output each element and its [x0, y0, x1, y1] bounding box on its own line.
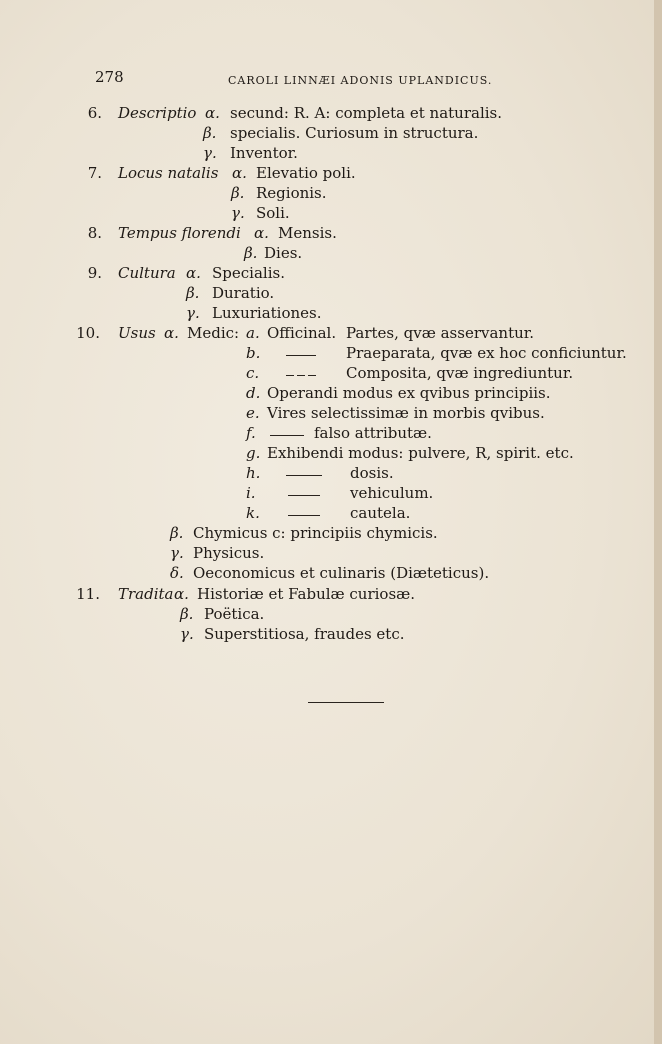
- sub-letter: α.: [232, 164, 247, 182]
- running-title: CAROLI LINNÆI ADONIS UPLANDICUS.: [228, 74, 493, 87]
- sub-letter: γ.: [180, 625, 194, 643]
- item-label: Usus: [118, 324, 156, 342]
- item-text: falso attributæ.: [314, 424, 432, 442]
- item-text: Mensis.: [278, 224, 337, 242]
- item-text: Regionis.: [256, 184, 327, 202]
- item-text: Operandi modus ex qvibus principiis.: [267, 384, 551, 402]
- sub-letter: γ.: [186, 304, 200, 322]
- item-label: Descriptio: [118, 104, 197, 122]
- sub-letter: f.: [246, 424, 256, 442]
- sub-letter: α.: [186, 264, 201, 282]
- section-end-rule: [308, 702, 384, 703]
- sub-letter: α.: [174, 585, 189, 603]
- item-text: Medic:: [187, 324, 240, 342]
- sub-letter: i.: [246, 484, 256, 502]
- ditto-dash: [308, 375, 316, 376]
- item-text: Historiæ et Fabulæ curiosæ.: [197, 585, 416, 603]
- ditto-dash: [288, 495, 320, 496]
- item-text: Dies.: [264, 244, 303, 262]
- ditto-dash: [286, 375, 294, 376]
- sub-letter: β.: [231, 184, 245, 202]
- sub-letter: β.: [170, 524, 184, 542]
- item-number: 10.: [76, 324, 100, 342]
- item-label: Locus natalis: [118, 164, 219, 182]
- item-text: cautela.: [350, 504, 411, 522]
- item-text: secund: R. A: completa et naturalis.: [230, 104, 503, 122]
- item-label: Cultura: [118, 264, 176, 282]
- sub-letter: α.: [205, 104, 220, 122]
- item-number: 7.: [87, 164, 102, 182]
- item-text: Chymicus c: principiis chymicis.: [193, 524, 438, 542]
- page-number: 278: [95, 68, 124, 86]
- sub-letter: β.: [180, 605, 194, 623]
- item-text: vehiculum.: [350, 484, 434, 502]
- sub-letter: γ.: [203, 144, 217, 162]
- page-edge: [654, 0, 662, 1044]
- item-number: 9.: [87, 264, 102, 282]
- item-text: Praeparata, qvæ ex hoc conficiuntur.: [346, 344, 627, 362]
- sub-letter: c.: [246, 364, 260, 382]
- item-label: Tempus florendi: [118, 224, 241, 242]
- item-number: 11.: [76, 585, 100, 603]
- item-label: Tradita: [118, 585, 174, 603]
- sub-letter: k.: [246, 504, 260, 522]
- item-text: Duratio.: [212, 284, 275, 302]
- item-text: Specialis.: [212, 264, 285, 282]
- item-text: Soli.: [256, 204, 290, 222]
- ditto-dash: [288, 515, 320, 516]
- item-text: Partes, qvæ asservantur.: [346, 324, 535, 342]
- sub-letter: g.: [246, 444, 261, 462]
- sub-letter: e.: [246, 404, 260, 422]
- sub-letter: α.: [254, 224, 269, 242]
- item-number: 8.: [87, 224, 102, 242]
- item-text: specialis. Curiosum in structura.: [230, 124, 479, 142]
- sub-letter: d.: [246, 384, 261, 402]
- ditto-dash: [286, 475, 322, 476]
- item-text: Officinal.: [267, 324, 337, 342]
- item-text: Poëtica.: [204, 605, 265, 623]
- item-number: 6.: [87, 104, 102, 122]
- item-text: dosis.: [350, 464, 394, 482]
- sub-letter: γ.: [231, 204, 245, 222]
- ditto-dash: [286, 355, 316, 356]
- sub-letter: β.: [186, 284, 200, 302]
- item-text: Elevatio poli.: [256, 164, 356, 182]
- sub-letter: β.: [244, 244, 258, 262]
- sub-letter: β.: [203, 124, 217, 142]
- item-text: Physicus.: [193, 544, 265, 562]
- sub-letter: α.: [164, 324, 179, 342]
- sub-letter: h.: [246, 464, 261, 482]
- item-text: Exhibendi modus: pulvere, R, spirit. etc.: [267, 444, 574, 462]
- item-text: Superstitiosa, fraudes etc.: [204, 625, 405, 643]
- item-text: Vires selectissimæ in morbis qvibus.: [267, 404, 545, 422]
- sub-letter: δ.: [170, 564, 184, 582]
- sub-letter: a.: [246, 324, 260, 342]
- sub-letter: γ.: [170, 544, 184, 562]
- sub-letter: b.: [246, 344, 261, 362]
- item-text: Inventor.: [230, 144, 298, 162]
- item-text: Luxuriationes.: [212, 304, 322, 322]
- ditto-dash: [270, 435, 304, 436]
- ditto-dash: [297, 375, 305, 376]
- item-text: Composita, qvæ ingrediuntur.: [346, 364, 574, 382]
- item-text: Oeconomicus et culinaris (Diæteticus).: [193, 564, 490, 582]
